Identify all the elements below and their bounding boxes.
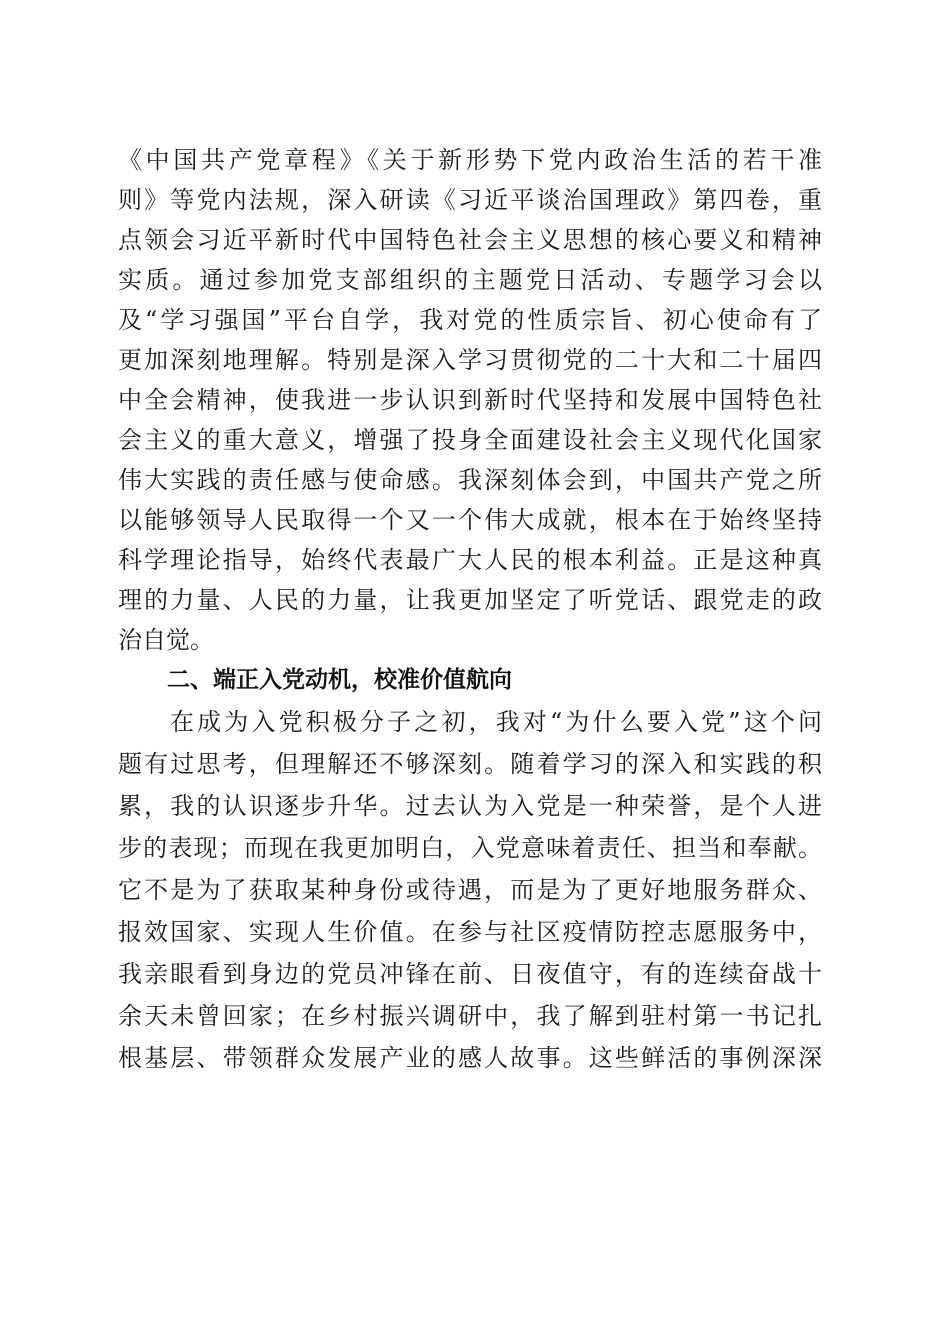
text-line: 根基层、带领群众发展产业的感人故事。这些鲜活的事例深深 (118, 1044, 822, 1072)
text-line: 步的表现；而现在我更加明白，入党意味着责任、担当和奉献。 (118, 834, 822, 862)
text-line: 题有过思考，但理解还不够深刻。随着学习的深入和实践的积 (118, 750, 822, 778)
text-line: 则》等党内法规，深入研读《习近平谈治国理政》第四卷，重 (118, 186, 822, 214)
text-line: 更加深刻地理解。特别是深入学习贯彻党的二十大和二十届四 (118, 346, 822, 374)
text-line: 累，我的认识逐步升华。过去认为入党是一种荣誉，是个人进 (118, 792, 822, 820)
text-line: 以能够领导人民取得一个又一个伟大成就，根本在于始终坚持 (118, 506, 822, 534)
text-line: 伟大实践的责任感与使命感。我深刻体会到，中国共产党之所 (118, 466, 822, 494)
text-line: 理的力量、人民的力量，让我更加坚定了听党话、跟党走的政 (118, 586, 822, 614)
text-line: 中全会精神，使我进一步认识到新时代坚持和发展中国特色社 (118, 386, 822, 414)
text-line: 我亲眼看到身边的党员冲锋在前、日夜值守，有的连续奋战十 (118, 960, 822, 988)
text-line: 《中国共产党章程》《关于新形势下党内政治生活的若干准 (118, 146, 822, 174)
section-heading: 二、端正入党动机，校准价值航向 (167, 667, 512, 693)
text-line: 会主义的重大意义，增强了投身全面建设社会主义现代化国家 (118, 426, 822, 454)
text-line: 它不是为了获取某种身份或待遇，而是为了更好地服务群众、 (118, 876, 822, 904)
text-line: 治自觉。 (118, 626, 214, 654)
text-line: 科学理论指导，始终代表最广大人民的根本利益。正是这种真 (118, 546, 822, 574)
text-line: 实质。通过参加党支部组织的主题党日活动、专题学习会以 (118, 266, 822, 294)
text-line: 报效国家、实现人生价值。在参与社区疫情防控志愿服务中， (118, 918, 822, 946)
text-line: 余天未曾回家；在乡村振兴调研中，我了解到驻村第一书记扎 (118, 1002, 822, 1030)
text-line: 点领会习近平新时代中国特色社会主义思想的核心要义和精神 (118, 226, 822, 254)
text-line: 在成为入党积极分子之初，我对“为什么要入党”这个问 (170, 708, 822, 736)
text-line: 及“学习强国”平台自学，我对党的性质宗旨、初心使命有了 (118, 306, 822, 334)
